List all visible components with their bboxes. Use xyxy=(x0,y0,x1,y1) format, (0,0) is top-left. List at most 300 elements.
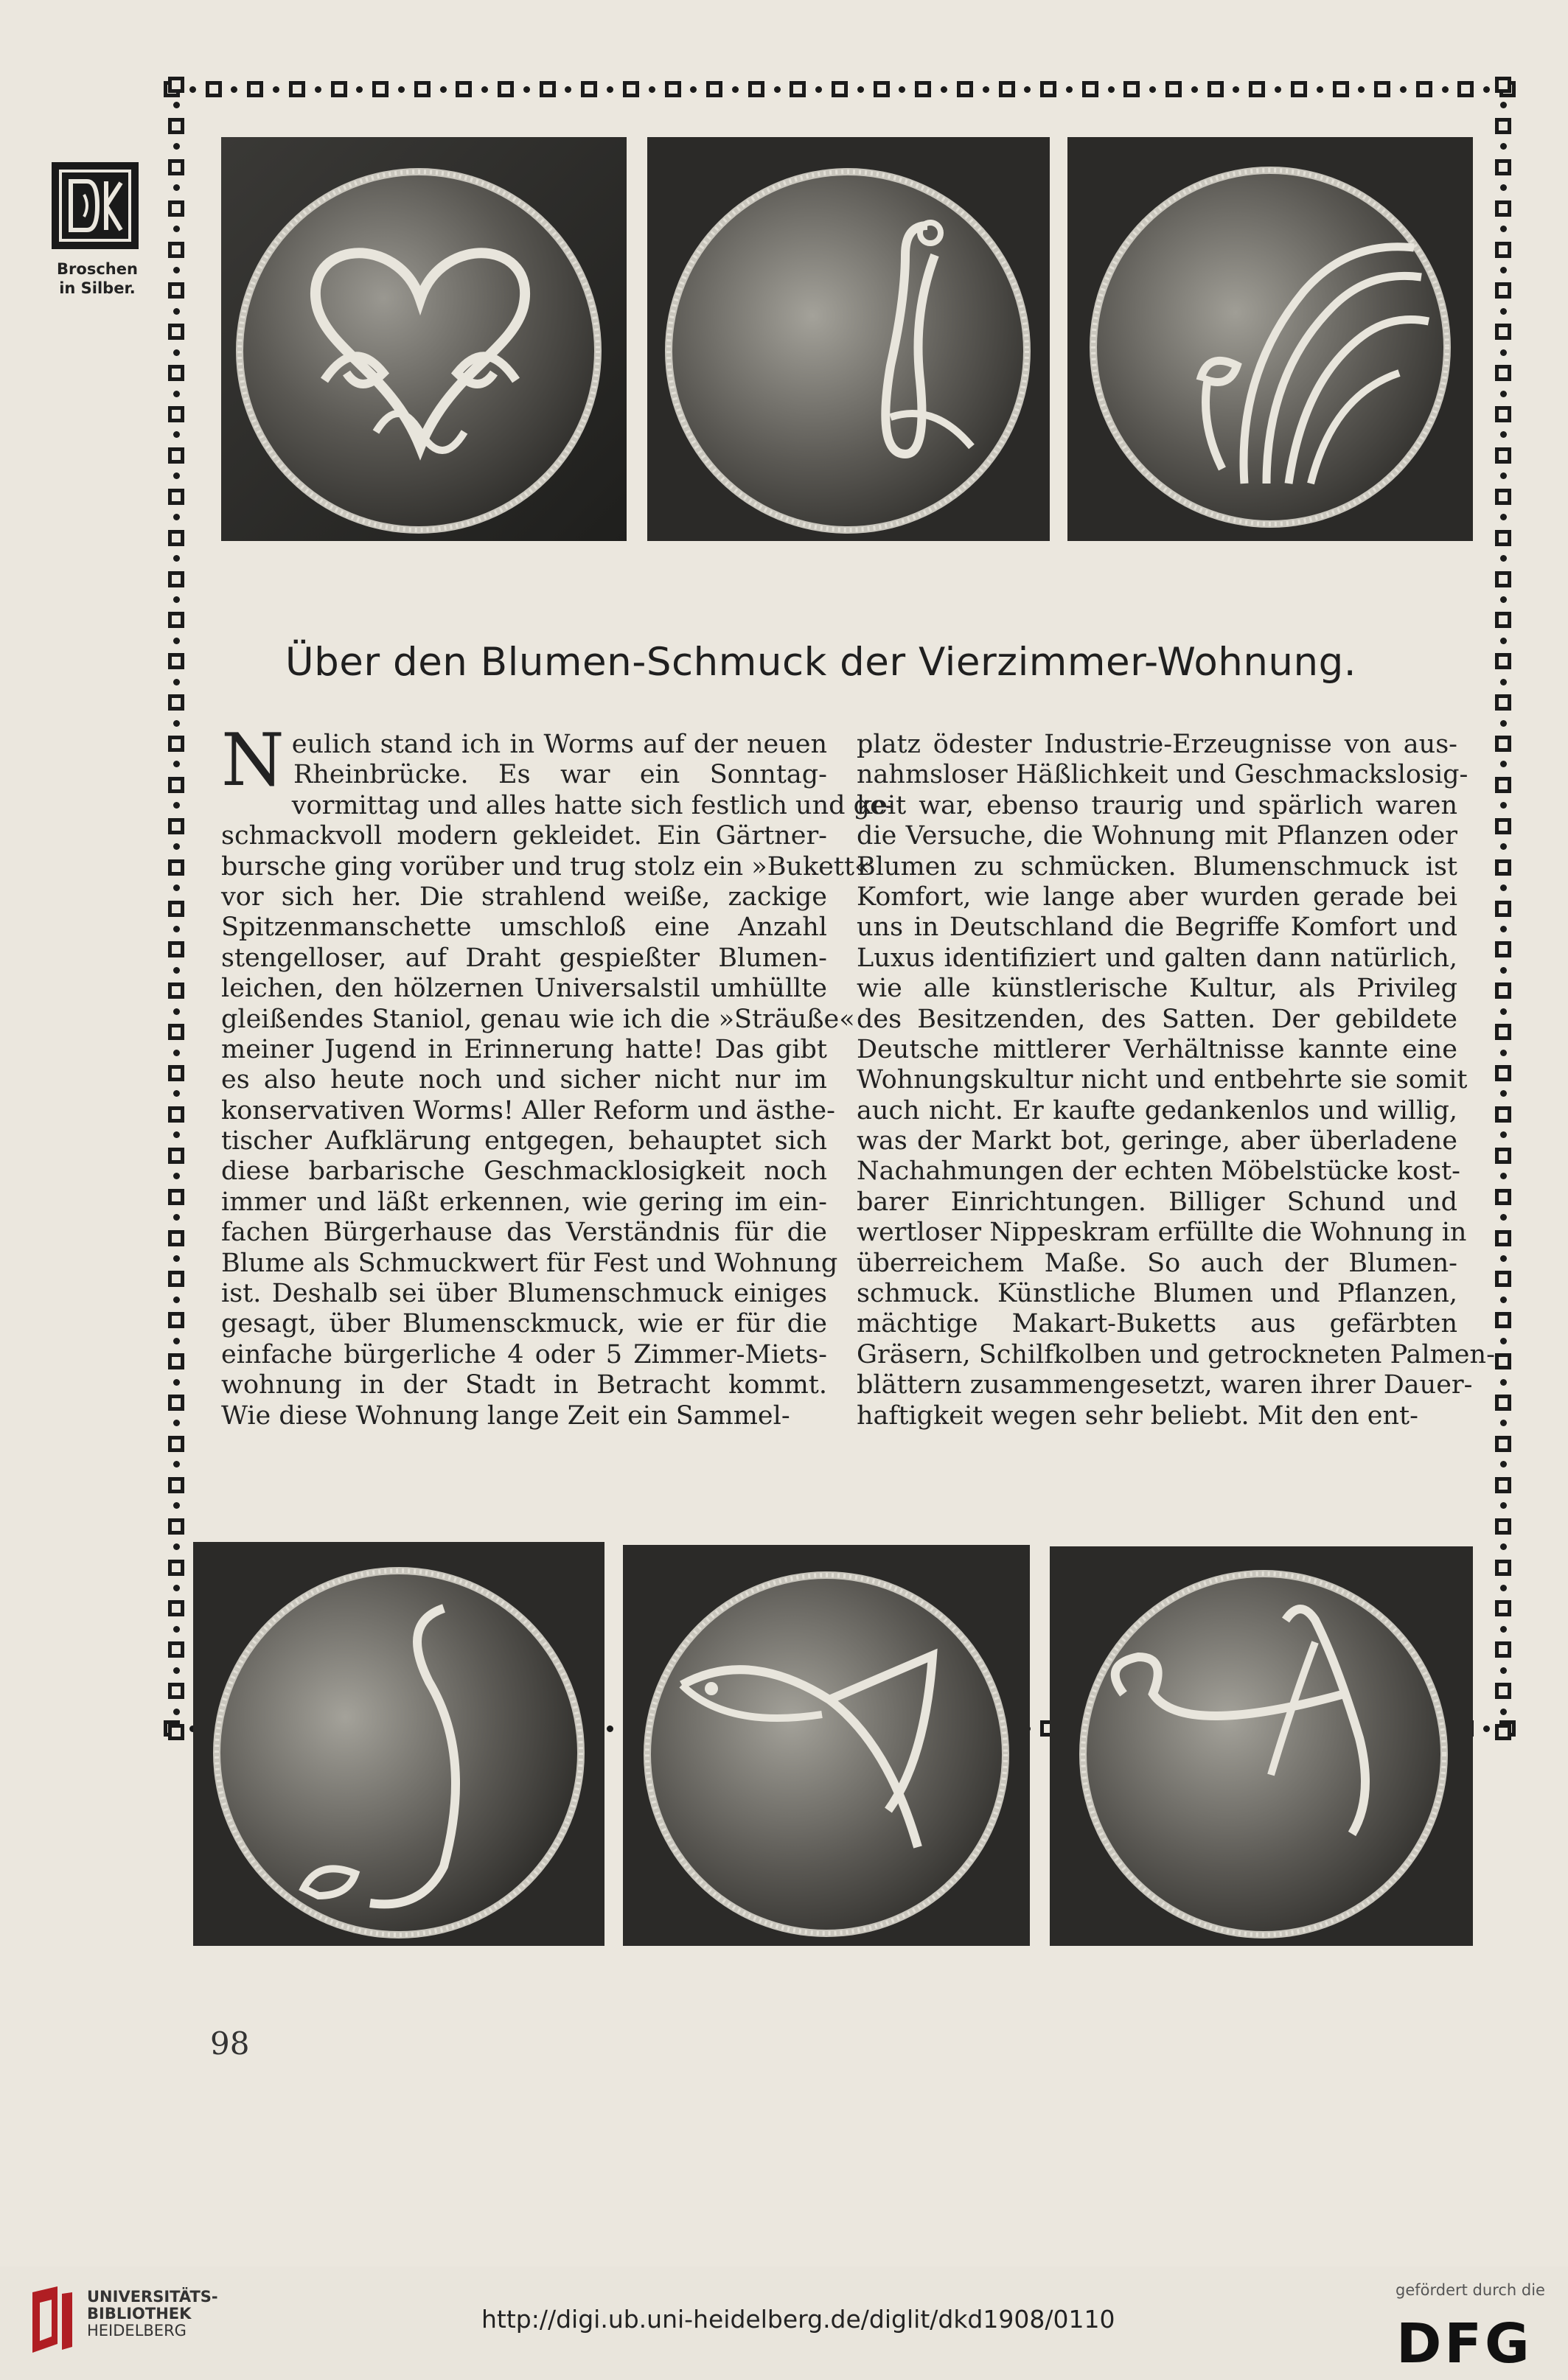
text-line: wie alle künstlerische Kultur, als Privileg xyxy=(857,974,1457,1004)
border-dot xyxy=(1500,679,1507,685)
border-square xyxy=(168,1353,184,1369)
library-name-line-2: BIBLIOTHEK xyxy=(87,2305,192,2323)
border-square xyxy=(168,1518,184,1535)
sponsor-label: gefördert durch die xyxy=(1395,2281,1545,2299)
border-square xyxy=(1082,81,1098,97)
border-square xyxy=(168,736,184,752)
border-square xyxy=(168,77,184,93)
text-line: wohnung in der Stadt in Betracht kommt. xyxy=(221,1370,827,1400)
border-dot xyxy=(173,761,180,767)
text-line: immer und läßt erkennen, wie gering im ein- xyxy=(221,1187,827,1217)
border-dot xyxy=(173,472,180,479)
border-square xyxy=(1495,901,1511,917)
border-dot xyxy=(1500,967,1507,974)
border-square xyxy=(168,901,184,917)
border-square xyxy=(168,1230,184,1246)
border-dot xyxy=(173,802,180,809)
text-line: mächtige Makart-Buketts aus gefärbten xyxy=(857,1309,1457,1339)
border-square xyxy=(915,81,931,97)
text-column-left xyxy=(221,719,894,1431)
border-dot xyxy=(173,1008,180,1015)
brooch-photo-bird xyxy=(647,137,1050,541)
border-right xyxy=(1491,77,1516,1741)
border-square xyxy=(1495,571,1511,587)
border-square xyxy=(790,81,806,97)
border-square xyxy=(1495,118,1511,134)
text-line: Spitzenmanschette umschloß eine Anzahl xyxy=(221,912,827,943)
border-square xyxy=(1495,282,1511,299)
border-square xyxy=(168,1395,184,1411)
border-square xyxy=(289,81,305,97)
library-logo-icon xyxy=(28,2285,77,2359)
border-square xyxy=(372,81,388,97)
border-dot xyxy=(1500,1255,1507,1262)
text-line: meiner Jugend in Erinnerung hatte! Das gibt xyxy=(221,1034,827,1064)
text-line: Blume als Schmuckwert für Fest und Wohnung xyxy=(221,1248,838,1278)
brooch-photo-swirl xyxy=(193,1542,604,1946)
border-square xyxy=(1495,77,1511,93)
border-square xyxy=(168,1436,184,1452)
border-square xyxy=(168,447,184,464)
border-square xyxy=(168,694,184,711)
border-square xyxy=(1495,365,1511,381)
border-dot xyxy=(173,1461,180,1468)
border-square xyxy=(206,81,222,97)
border-dot xyxy=(173,638,180,644)
border-dot xyxy=(1500,1090,1507,1097)
border-dot xyxy=(1108,86,1115,93)
border-square xyxy=(168,200,184,217)
border-square xyxy=(1495,159,1511,175)
digitization-footer xyxy=(0,2266,1568,2380)
border-square xyxy=(1495,406,1511,422)
border-square xyxy=(168,777,184,793)
border-square xyxy=(1495,1106,1511,1123)
border-dot xyxy=(173,267,180,273)
border-square xyxy=(1495,653,1511,669)
text-line: stengelloser, auf Draht gespießter Blumen- xyxy=(221,943,827,973)
border-dot xyxy=(1275,86,1281,93)
border-square xyxy=(247,81,263,97)
border-square xyxy=(168,571,184,587)
border-dot xyxy=(1500,926,1507,932)
border-square xyxy=(1495,1683,1511,1699)
border-dot xyxy=(1024,86,1031,93)
border-dot xyxy=(173,1255,180,1262)
border-square xyxy=(1495,1024,1511,1040)
text-line: es also heute noch und sicher nicht nur im xyxy=(221,1065,827,1095)
border-square xyxy=(1495,1353,1511,1369)
text-line: was der Markt bot, geringe, aber überladene xyxy=(857,1126,1457,1156)
border-square xyxy=(168,1106,184,1123)
border-dot xyxy=(173,143,180,150)
caption-line-1: Broschen xyxy=(57,260,138,278)
border-square xyxy=(1495,694,1511,711)
border-square xyxy=(999,81,1015,97)
border-dot xyxy=(607,1725,613,1732)
border-square xyxy=(957,81,973,97)
border-dot xyxy=(1500,1131,1507,1138)
border-dot xyxy=(774,86,781,93)
border-square xyxy=(168,1189,184,1205)
border-square xyxy=(581,81,597,97)
border-dot xyxy=(315,86,321,93)
border-square xyxy=(1495,447,1511,464)
border-dot xyxy=(1500,1173,1507,1179)
border-dot xyxy=(173,1420,180,1426)
border-square xyxy=(1457,81,1474,97)
border-dot xyxy=(173,1214,180,1221)
brooch-photo-fish xyxy=(623,1545,1030,1946)
border-square xyxy=(168,612,184,628)
border-dot xyxy=(983,86,989,93)
border-square xyxy=(1495,941,1511,957)
border-square xyxy=(168,859,184,876)
border-dot xyxy=(941,86,947,93)
border-dot xyxy=(173,226,180,232)
text-line: wertloser Nippeskram erfüllte die Wohnung in xyxy=(857,1218,1467,1248)
text-line: Luxus identifiziert und galten dann natürlich, xyxy=(857,943,1457,973)
border-dot xyxy=(173,926,180,932)
border-dot xyxy=(481,86,488,93)
border-square xyxy=(1495,1641,1511,1658)
border-dot xyxy=(173,596,180,603)
border-dot xyxy=(1500,1709,1507,1715)
text-line: gesagt, über Blumensckmuck, wie er für die xyxy=(221,1309,827,1339)
border-dot xyxy=(607,86,613,93)
border-dot xyxy=(173,184,180,191)
border-square xyxy=(1249,81,1265,97)
border-dot xyxy=(173,1090,180,1097)
text-line: eulich stand ich in Worms auf der neuen xyxy=(291,730,827,759)
library-name xyxy=(87,2289,218,2339)
border-dot xyxy=(173,1585,180,1591)
border-dot xyxy=(899,86,905,93)
border-square xyxy=(168,118,184,134)
text-line: die Versuche, die Wohnung mit Pflanzen oder xyxy=(857,821,1457,851)
border-dot xyxy=(231,86,237,93)
text-line: tischer Aufklärung entgegen, behauptet sich xyxy=(221,1126,827,1156)
border-dot xyxy=(1500,802,1507,809)
text-line: haftigkeit wegen sehr beliebt. Mit den ent- xyxy=(857,1400,1418,1431)
text-line: des Besitzenden, des Satten. Der gebildete xyxy=(857,1004,1457,1034)
library-name-line-1: UNIVERSITÄTS- xyxy=(87,2288,218,2306)
text-line: schmuck. Künstliche Blumen und Pflanzen, xyxy=(857,1279,1457,1309)
article-title: Über den Blumen-Schmuck der Vierzimmer-Wohnung. xyxy=(285,640,1357,685)
brooch-photo-plume xyxy=(1067,137,1473,541)
text-line: vor sich her. Die strahlend weiße, zackige xyxy=(221,882,827,912)
border-dot xyxy=(173,884,180,891)
source-url-link[interactable]: http://digi.ub.uni-heidelberg.de/diglit/dkd1908/0110 xyxy=(481,2305,1115,2334)
border-dot xyxy=(1500,143,1507,150)
text-line: überreichem Maße. So auch der Blumen- xyxy=(857,1248,1457,1278)
border-square xyxy=(1495,530,1511,546)
border-square xyxy=(168,941,184,957)
border-square xyxy=(1495,1230,1511,1246)
border-square xyxy=(1495,1271,1511,1287)
border-square xyxy=(1495,1518,1511,1535)
text-line: Komfort, wie lange aber wurden gerade bei xyxy=(857,882,1457,912)
border-square xyxy=(498,81,514,97)
border-dot xyxy=(815,86,822,93)
border-top xyxy=(164,77,1516,102)
border-dot xyxy=(523,86,530,93)
border-square xyxy=(1123,81,1140,97)
text-line: blättern zusammengesetzt, waren ihrer Dauer- xyxy=(857,1370,1473,1400)
border-dot xyxy=(1500,720,1507,727)
border-dot xyxy=(173,1379,180,1386)
border-dot xyxy=(1500,1297,1507,1303)
text-line: barer Einrichtungen. Billiger Schund und xyxy=(857,1187,1457,1217)
border-square xyxy=(168,406,184,422)
border-square xyxy=(1495,1477,1511,1493)
border-dot xyxy=(173,1626,180,1633)
border-dot xyxy=(173,1502,180,1509)
border-square xyxy=(168,1065,184,1081)
border-dot xyxy=(173,679,180,685)
border-dot xyxy=(173,1709,180,1715)
border-square xyxy=(1165,81,1182,97)
border-square xyxy=(1495,1560,1511,1576)
border-square xyxy=(168,324,184,340)
border-dot xyxy=(1500,1214,1507,1221)
text-line: uns in Deutschland die Begriffe Komfort und xyxy=(857,912,1457,943)
text-line: nahmsloser Häßlichkeit und Geschmackslosig- xyxy=(857,760,1468,790)
border-dot xyxy=(565,86,571,93)
border-dot xyxy=(173,1543,180,1550)
border-dot xyxy=(1191,86,1198,93)
border-square xyxy=(1495,324,1511,340)
border-square xyxy=(456,81,472,97)
border-dot xyxy=(1500,1008,1507,1015)
border-dot xyxy=(173,843,180,850)
border-dot xyxy=(1066,86,1073,93)
border-dot xyxy=(398,86,405,93)
border-dot xyxy=(1500,638,1507,644)
border-dot xyxy=(1483,1725,1490,1732)
library-name-line-3: HEIDELBERG xyxy=(87,2322,187,2339)
border-square xyxy=(706,81,722,97)
border-square xyxy=(168,818,184,834)
brooch-photo-bird-scroll xyxy=(1050,1546,1473,1946)
text-line: Deutsche mittlerer Verhältnisse kannte eine xyxy=(857,1034,1457,1064)
border-dot xyxy=(1500,1050,1507,1056)
border-dot xyxy=(273,86,279,93)
border-dot xyxy=(690,86,697,93)
border-dot xyxy=(173,1297,180,1303)
text-line: diese barbarische Geschmacklosigkeit noch xyxy=(221,1156,827,1187)
border-dot xyxy=(1500,1543,1507,1550)
border-square xyxy=(168,1477,184,1493)
border-dot xyxy=(1500,1461,1507,1468)
text-line: Gräsern, Schilfkolben und getrockneten Palmen- xyxy=(857,1339,1495,1369)
text-line: keit war, ebenso traurig und spärlich waren xyxy=(857,790,1457,820)
border-square xyxy=(1495,489,1511,505)
border-dot xyxy=(1500,884,1507,891)
border-dot xyxy=(1500,514,1507,520)
border-square xyxy=(1333,81,1349,97)
text-line: ist. Deshalb sei über Blumenschmuck einiges xyxy=(221,1279,827,1309)
dfg-logo: DFG xyxy=(1396,2312,1533,2376)
border-dot xyxy=(356,86,363,93)
brooch-photo-heart xyxy=(221,137,627,541)
border-square xyxy=(748,81,764,97)
border-dot xyxy=(1442,86,1449,93)
border-dot xyxy=(173,1667,180,1674)
page-number: 98 xyxy=(210,2025,250,2062)
border-left xyxy=(164,77,189,1741)
border-dot xyxy=(1400,86,1407,93)
border-dot xyxy=(1500,431,1507,438)
border-square xyxy=(168,1271,184,1287)
border-square xyxy=(168,1724,184,1740)
border-square xyxy=(1495,1436,1511,1452)
border-dot xyxy=(173,967,180,974)
border-dot xyxy=(1500,102,1507,108)
border-dot xyxy=(1483,86,1490,93)
border-square xyxy=(168,159,184,175)
text-line: gleißendes Staniol, genau wie ich die »Sträuße« xyxy=(221,1004,855,1034)
border-square xyxy=(1495,1065,1511,1081)
border-dot xyxy=(1500,1502,1507,1509)
border-square xyxy=(1495,736,1511,752)
border-square xyxy=(832,81,848,97)
border-dot xyxy=(857,86,864,93)
border-dot xyxy=(173,102,180,108)
border-square xyxy=(1416,81,1432,97)
border-dot xyxy=(1500,226,1507,232)
border-square xyxy=(1495,818,1511,834)
border-square xyxy=(168,653,184,669)
border-dot xyxy=(1500,1667,1507,1674)
border-dot xyxy=(1149,86,1156,93)
caption-line-2: in Silber. xyxy=(59,279,136,297)
border-dot xyxy=(173,514,180,520)
border-dot xyxy=(173,1131,180,1138)
border-square xyxy=(1495,859,1511,876)
border-dot xyxy=(173,720,180,727)
border-dot xyxy=(1500,184,1507,191)
border-square xyxy=(168,1560,184,1576)
text-line: fachen Bürgerhause das Verständnis für die xyxy=(221,1218,827,1248)
border-dot xyxy=(1500,308,1507,315)
border-dot xyxy=(1500,349,1507,356)
border-dot xyxy=(173,1173,180,1179)
border-square xyxy=(168,983,184,999)
border-dot xyxy=(732,86,739,93)
border-square xyxy=(665,81,681,97)
border-square xyxy=(1495,1724,1511,1740)
border-dot xyxy=(1500,1585,1507,1591)
text-line: Rheinbrücke. Es war ein Sonntag- xyxy=(293,760,827,790)
border-dot xyxy=(173,349,180,356)
text-line: leichen, den hölzernen Universalstil umhüllte xyxy=(221,974,827,1004)
border-square xyxy=(1495,242,1511,258)
border-square xyxy=(1495,777,1511,793)
border-square xyxy=(623,81,639,97)
border-square xyxy=(1495,1395,1511,1411)
border-square xyxy=(168,1641,184,1658)
border-square xyxy=(1374,81,1390,97)
border-square xyxy=(331,81,347,97)
border-square xyxy=(168,1600,184,1616)
border-dot xyxy=(173,1050,180,1056)
text-line: Blumen zu schmücken. Blumenschmuck ist xyxy=(857,851,1457,882)
border-square xyxy=(1495,1312,1511,1328)
border-square xyxy=(414,81,431,97)
border-square xyxy=(1495,983,1511,999)
border-square xyxy=(168,1148,184,1164)
text-line: vormittag und alles hatte sich festlich und ge- xyxy=(291,790,894,820)
border-square xyxy=(168,1312,184,1328)
border-square xyxy=(1040,81,1056,97)
border-dot xyxy=(1500,1626,1507,1633)
monogram-logo xyxy=(52,162,139,249)
border-square xyxy=(168,282,184,299)
border-dot xyxy=(173,391,180,397)
border-dot xyxy=(1500,555,1507,562)
text-line: konservativen Worms! Aller Reform und ästhe- xyxy=(221,1095,835,1126)
border-dot xyxy=(1500,472,1507,479)
border-square xyxy=(540,81,556,97)
border-square xyxy=(168,1024,184,1040)
border-square xyxy=(1495,1600,1511,1616)
border-dot xyxy=(1500,1338,1507,1344)
border-square xyxy=(1291,81,1307,97)
border-dot xyxy=(1500,267,1507,273)
border-dot xyxy=(173,431,180,438)
border-dot xyxy=(1500,1420,1507,1426)
border-dot xyxy=(173,555,180,562)
border-dot xyxy=(1500,843,1507,850)
border-square xyxy=(1495,1148,1511,1164)
photo-caption xyxy=(46,259,149,298)
border-square xyxy=(1495,612,1511,628)
border-dot xyxy=(1500,761,1507,767)
drop-cap: N xyxy=(221,719,285,803)
border-dot xyxy=(1358,86,1365,93)
text-line: platz ödester Industrie-Erzeugnisse von aus- xyxy=(857,730,1457,759)
border-dot xyxy=(1317,86,1323,93)
text-line: Wie diese Wohnung lange Zeit ein Sammel- xyxy=(221,1400,790,1431)
border-dot xyxy=(1500,1379,1507,1386)
text-column-right xyxy=(857,730,1495,1431)
border-dot xyxy=(1500,391,1507,397)
border-dot xyxy=(649,86,655,93)
border-dot xyxy=(440,86,447,93)
border-square xyxy=(168,530,184,546)
border-dot xyxy=(173,308,180,315)
text-line: Nachahmungen der echten Möbelstücke kost- xyxy=(857,1156,1460,1187)
border-square xyxy=(874,81,890,97)
border-dot xyxy=(1500,596,1507,603)
border-square xyxy=(168,489,184,505)
text-line: bursche ging vorüber und trug stolz ein »Bukett« xyxy=(221,851,871,882)
border-square xyxy=(1495,200,1511,217)
border-square xyxy=(168,365,184,381)
border-dot xyxy=(1233,86,1239,93)
border-square xyxy=(168,242,184,258)
border-square xyxy=(1208,81,1224,97)
border-square xyxy=(1495,1189,1511,1205)
text-line: schmackvoll modern gekleidet. Ein Gärtner- xyxy=(221,821,827,851)
border-dot xyxy=(173,1338,180,1344)
text-line: auch nicht. Er kaufte gedankenlos und willig, xyxy=(857,1095,1457,1126)
text-line: einfache bürgerliche 4 oder 5 Zimmer-Miets- xyxy=(221,1339,827,1369)
border-dot xyxy=(189,86,196,93)
text-line: Wohnungskultur nicht und entbehrte sie somit xyxy=(857,1065,1468,1095)
border-square xyxy=(168,1683,184,1699)
